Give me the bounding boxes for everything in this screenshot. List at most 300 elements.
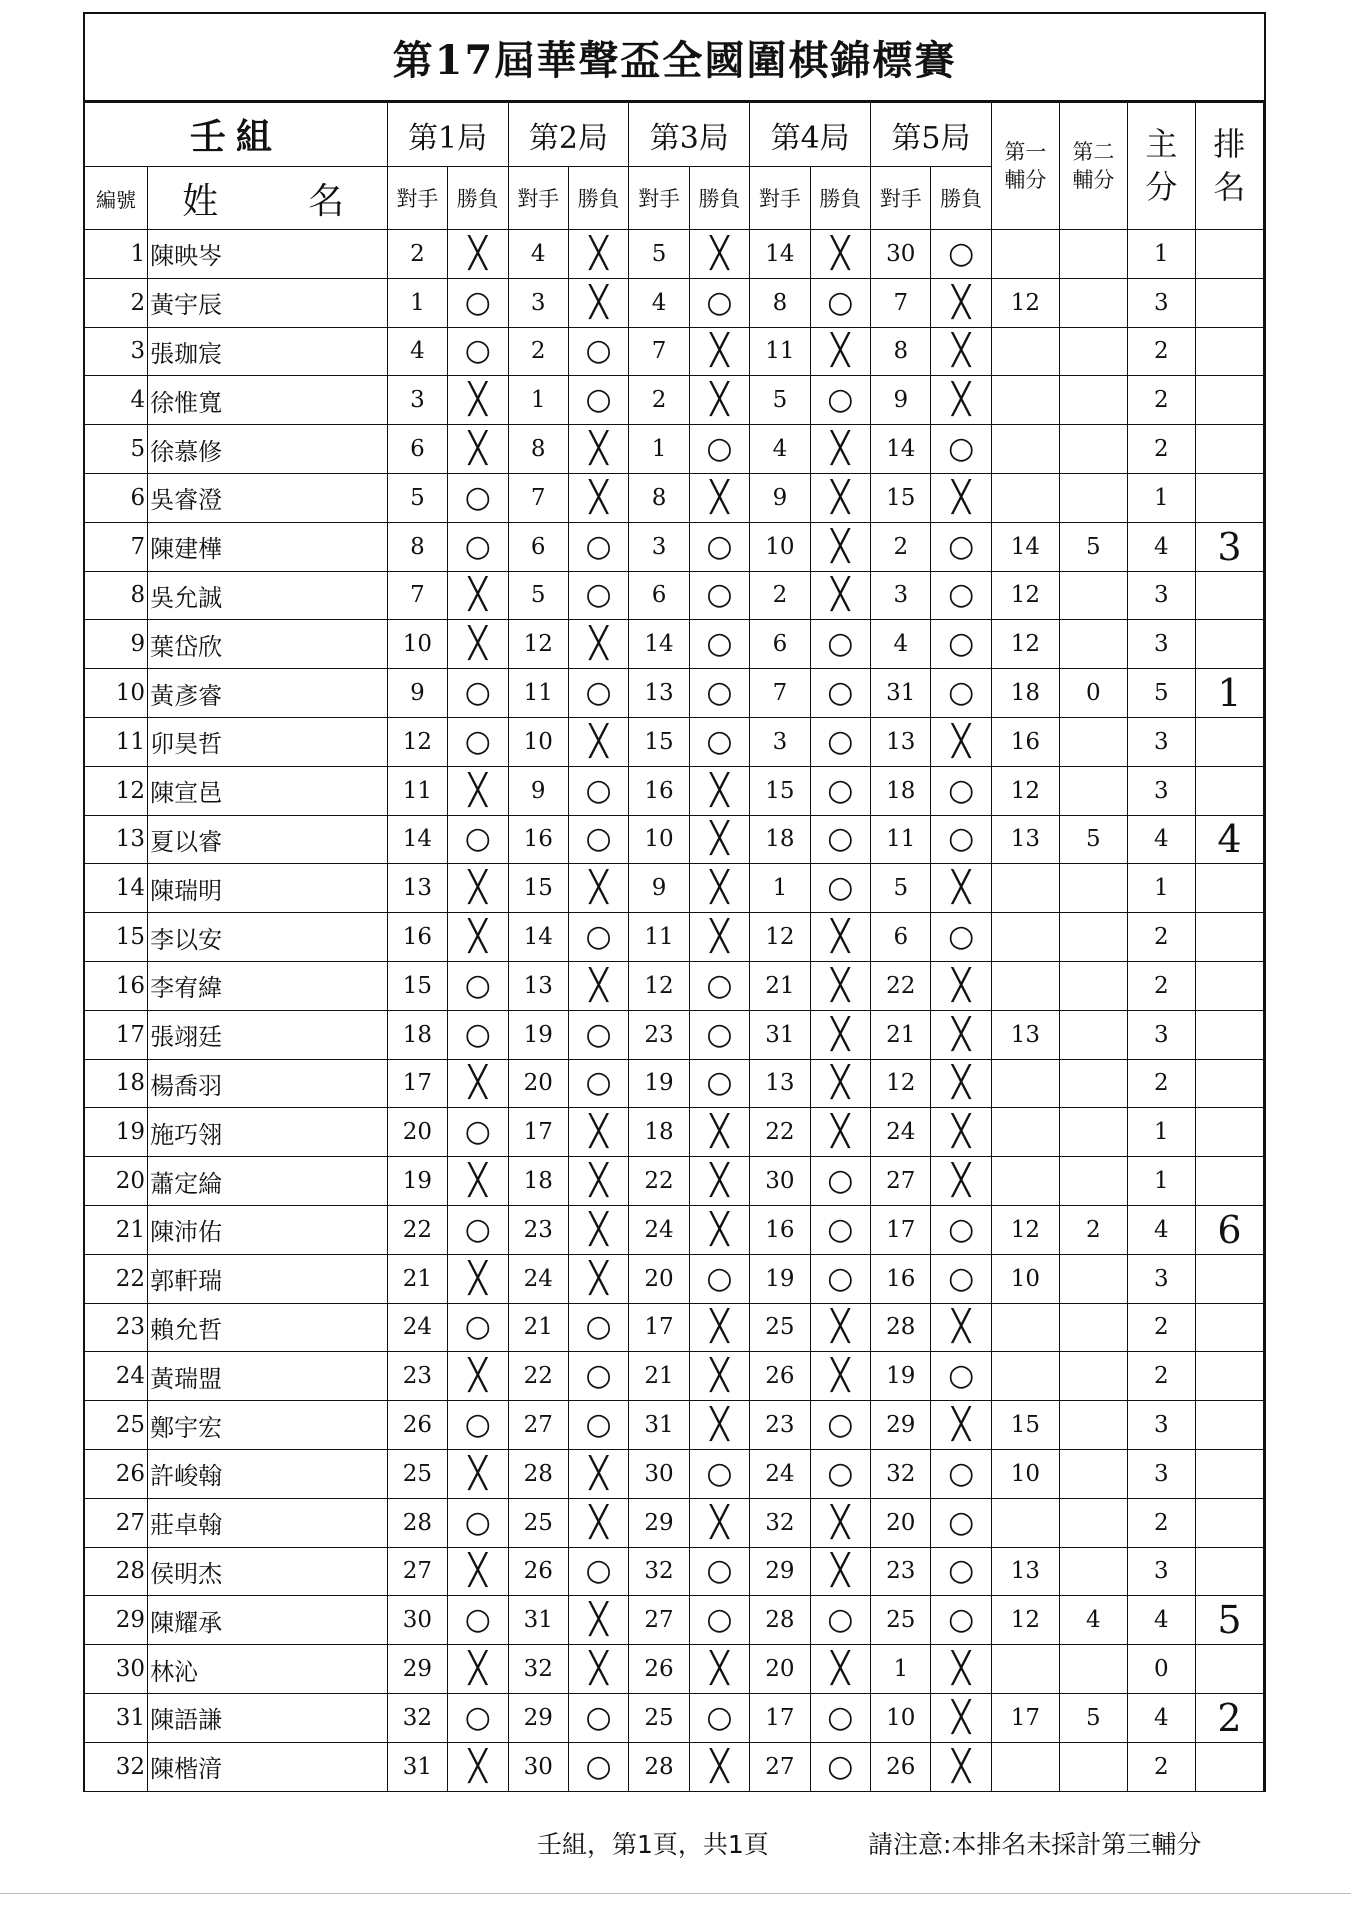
loss-mark: ╳ (448, 1742, 508, 1791)
main-score-value: 2 (1127, 1352, 1195, 1401)
tiebreak2-value (1059, 1547, 1127, 1596)
tiebreak2-value (1059, 1157, 1127, 1206)
player-name: 侯明杰 (148, 1547, 388, 1596)
rank-value (1195, 327, 1263, 376)
main-score-label: 主分 (1145, 124, 1178, 206)
win-mark: ○ (448, 1010, 508, 1059)
round-4-opponent: 28 (750, 1596, 810, 1645)
rank-value: 4 (1195, 815, 1263, 864)
loss-mark: ╳ (448, 1059, 508, 1108)
tiebreak1-value: 12 (991, 1596, 1059, 1645)
tiebreak1-value (991, 913, 1059, 962)
player-name: 郭軒瑞 (148, 1254, 388, 1303)
loss-mark: ╳ (931, 473, 991, 522)
win-mark: ○ (931, 1547, 991, 1596)
round-4-opponent: 4 (750, 425, 810, 474)
main-score-header (1127, 103, 1195, 230)
loss-mark: ╳ (568, 230, 628, 279)
player-number: 10 (85, 669, 148, 718)
player-number: 3 (85, 327, 148, 376)
tiebreak2-value (1059, 1352, 1127, 1401)
player-row (85, 961, 1264, 1010)
round-4-opponent: 32 (750, 1498, 810, 1547)
win-mark: ○ (810, 717, 870, 766)
rank-value (1195, 1254, 1263, 1303)
tiebreak2-value (1059, 961, 1127, 1010)
tiebreak2-value (1059, 766, 1127, 815)
player-row (85, 278, 1264, 327)
round-3-result-header: 勝負 (689, 167, 749, 230)
player-number: 27 (85, 1498, 148, 1547)
loss-mark: ╳ (568, 1254, 628, 1303)
round-2-opponent: 8 (508, 425, 568, 474)
loss-mark: ╳ (689, 1157, 749, 1206)
player-row (85, 913, 1264, 962)
loss-mark: ╳ (448, 1645, 508, 1694)
round-5-opponent: 27 (871, 1157, 931, 1206)
round-2-opponent: 4 (508, 230, 568, 279)
tiebreak1-value: 12 (991, 278, 1059, 327)
player-name: 陳沛佑 (148, 1205, 388, 1254)
round-2-opponent: 24 (508, 1254, 568, 1303)
tiebreak1-value (991, 1645, 1059, 1694)
tiebreak1-value (991, 425, 1059, 474)
round-5-opponent: 20 (871, 1498, 931, 1547)
loss-mark: ╳ (931, 1157, 991, 1206)
round-5-opponent: 24 (871, 1108, 931, 1157)
win-mark: ○ (568, 571, 628, 620)
round-5-opponent: 21 (871, 1010, 931, 1059)
round-3-opponent: 25 (629, 1693, 689, 1742)
loss-mark: ╳ (568, 1157, 628, 1206)
win-mark: ○ (931, 522, 991, 571)
tiebreak1-value: 13 (991, 1547, 1059, 1596)
round-5-opponent: 9 (871, 376, 931, 425)
win-mark: ○ (568, 1303, 628, 1352)
round-4-opponent: 13 (750, 1059, 810, 1108)
win-mark: ○ (689, 278, 749, 327)
main-score-value: 1 (1127, 473, 1195, 522)
rank-value (1195, 961, 1263, 1010)
round-5-opponent: 18 (871, 766, 931, 815)
round-1-opponent: 22 (387, 1205, 447, 1254)
win-mark: ○ (448, 522, 508, 571)
loss-mark: ╳ (448, 1157, 508, 1206)
win-mark: ○ (568, 815, 628, 864)
round-1-opponent: 6 (387, 425, 447, 474)
win-mark: ○ (568, 376, 628, 425)
main-score-value: 2 (1127, 1498, 1195, 1547)
win-mark: ○ (448, 961, 508, 1010)
player-name: 張翊廷 (148, 1010, 388, 1059)
player-name: 陳楷湇 (148, 1742, 388, 1791)
round-2-opponent: 1 (508, 376, 568, 425)
win-mark: ○ (448, 1205, 508, 1254)
tiebreak1-value: 12 (991, 571, 1059, 620)
round-3-opponent: 3 (629, 522, 689, 571)
tiebreak2-value (1059, 376, 1127, 425)
player-row (85, 669, 1264, 718)
win-mark: ○ (931, 571, 991, 620)
rank-value (1195, 620, 1263, 669)
loss-mark: ╳ (448, 1254, 508, 1303)
rank-value (1195, 1303, 1263, 1352)
loss-mark: ╳ (931, 961, 991, 1010)
round-1-opponent: 18 (387, 1010, 447, 1059)
win-mark: ○ (931, 669, 991, 718)
player-row (85, 815, 1264, 864)
round-4-result-header: 勝負 (810, 167, 870, 230)
player-row (85, 473, 1264, 522)
tiebreak1-value: 10 (991, 1449, 1059, 1498)
rank-value: 2 (1195, 1693, 1263, 1742)
loss-mark: ╳ (931, 1693, 991, 1742)
round-5-opponent: 10 (871, 1693, 931, 1742)
loss-mark: ╳ (810, 1498, 870, 1547)
win-mark: ○ (568, 1059, 628, 1108)
tiebreak2-value (1059, 1010, 1127, 1059)
loss-mark: ╳ (689, 864, 749, 913)
round-1-opponent: 29 (387, 1645, 447, 1694)
round-5-opponent-header: 對手 (871, 167, 931, 230)
main-score-value: 2 (1127, 425, 1195, 474)
player-name: 鄭宇宏 (148, 1401, 388, 1450)
player-name: 施巧翎 (148, 1108, 388, 1157)
round-5-opponent: 29 (871, 1401, 931, 1450)
page-indicator: 壬組，第1頁，共1頁 (537, 1830, 769, 1859)
round-3-opponent: 31 (629, 1401, 689, 1450)
loss-mark: ╳ (810, 1547, 870, 1596)
rank-value (1195, 766, 1263, 815)
loss-mark: ╳ (931, 1108, 991, 1157)
main-score-value: 0 (1127, 1645, 1195, 1694)
round-1-opponent: 26 (387, 1401, 447, 1450)
round-3-opponent: 11 (629, 913, 689, 962)
win-mark: ○ (810, 766, 870, 815)
player-number: 4 (85, 376, 148, 425)
tiebreak1-value: 17 (991, 1693, 1059, 1742)
round-4-opponent: 31 (750, 1010, 810, 1059)
loss-mark: ╳ (568, 1645, 628, 1694)
round-5-opponent: 16 (871, 1254, 931, 1303)
win-mark: ○ (448, 1596, 508, 1645)
player-row (85, 1742, 1264, 1791)
loss-mark: ╳ (568, 620, 628, 669)
player-number: 21 (85, 1205, 148, 1254)
round-4-opponent: 18 (750, 815, 810, 864)
round-5-opponent: 32 (871, 1449, 931, 1498)
player-number: 19 (85, 1108, 148, 1157)
player-name: 黃瑞盟 (148, 1352, 388, 1401)
loss-mark: ╳ (810, 913, 870, 962)
round-4-opponent: 15 (750, 766, 810, 815)
round-2-opponent: 10 (508, 717, 568, 766)
round-2-opponent: 27 (508, 1401, 568, 1450)
document-title: 第17屆華聲盃全國圍棋錦標賽 (85, 14, 1264, 102)
win-mark: ○ (689, 1254, 749, 1303)
scan-edge-line (0, 1893, 1351, 1894)
player-number: 18 (85, 1059, 148, 1108)
round-1-opponent: 5 (387, 473, 447, 522)
loss-mark: ╳ (568, 961, 628, 1010)
round-4-opponent: 25 (750, 1303, 810, 1352)
player-number: 29 (85, 1596, 148, 1645)
rank-value (1195, 1645, 1263, 1694)
round-2-result-header: 勝負 (568, 167, 628, 230)
rank-value (1195, 473, 1263, 522)
loss-mark: ╳ (448, 1547, 508, 1596)
name-header-char-2: 名 (308, 180, 345, 222)
rank-value (1195, 1108, 1263, 1157)
round-1-opponent: 20 (387, 1108, 447, 1157)
win-mark: ○ (448, 669, 508, 718)
round-4-opponent: 11 (750, 327, 810, 376)
win-mark: ○ (689, 522, 749, 571)
main-score-value: 1 (1127, 1157, 1195, 1206)
win-mark: ○ (448, 327, 508, 376)
win-mark: ○ (810, 1205, 870, 1254)
name-header-char-1: 姓 (182, 180, 219, 222)
round-2-opponent: 32 (508, 1645, 568, 1694)
win-mark: ○ (689, 1010, 749, 1059)
round-1-opponent: 32 (387, 1693, 447, 1742)
player-name: 李以安 (148, 913, 388, 962)
main-score-value: 2 (1127, 961, 1195, 1010)
rank-header (1195, 103, 1263, 230)
rank-value: 3 (1195, 522, 1263, 571)
player-row (85, 1010, 1264, 1059)
win-mark: ○ (810, 1401, 870, 1450)
round-1-opponent: 21 (387, 1254, 447, 1303)
player-row (85, 1352, 1264, 1401)
player-name: 黃宇辰 (148, 278, 388, 327)
win-mark: ○ (810, 278, 870, 327)
main-score-value: 3 (1127, 1547, 1195, 1596)
player-name: 許峻翰 (148, 1449, 388, 1498)
loss-mark: ╳ (931, 1645, 991, 1694)
round-4-opponent: 24 (750, 1449, 810, 1498)
round-4-opponent-header: 對手 (750, 167, 810, 230)
loss-mark: ╳ (931, 278, 991, 327)
player-name: 蕭定綸 (148, 1157, 388, 1206)
round-3-opponent: 28 (629, 1742, 689, 1791)
loss-mark: ╳ (810, 473, 870, 522)
tiebreak2-value (1059, 425, 1127, 474)
round-4-opponent: 10 (750, 522, 810, 571)
round-2-opponent: 29 (508, 1693, 568, 1742)
round-4-opponent: 27 (750, 1742, 810, 1791)
tiebreak2-value: 5 (1059, 522, 1127, 571)
player-name: 徐惟寬 (148, 376, 388, 425)
round-3-opponent: 15 (629, 717, 689, 766)
player-row (85, 1205, 1264, 1254)
rank-value (1195, 717, 1263, 766)
win-mark: ○ (568, 913, 628, 962)
loss-mark: ╳ (810, 571, 870, 620)
win-mark: ○ (931, 766, 991, 815)
tiebreak1-label: 第一輔分 (1004, 139, 1047, 192)
loss-mark: ╳ (568, 425, 628, 474)
win-mark: ○ (810, 620, 870, 669)
loss-mark: ╳ (931, 1059, 991, 1108)
round-1-opponent: 2 (387, 230, 447, 279)
loss-mark: ╳ (689, 766, 749, 815)
round-3-opponent: 29 (629, 1498, 689, 1547)
round-2-opponent: 13 (508, 961, 568, 1010)
round-1-opponent: 13 (387, 864, 447, 913)
round-1-opponent: 12 (387, 717, 447, 766)
win-mark: ○ (689, 571, 749, 620)
round-4-opponent: 26 (750, 1352, 810, 1401)
player-row (85, 1498, 1264, 1547)
player-number: 1 (85, 230, 148, 279)
player-number: 30 (85, 1645, 148, 1694)
round-5-opponent: 30 (871, 230, 931, 279)
rank-value (1195, 376, 1263, 425)
round-1-opponent: 19 (387, 1157, 447, 1206)
loss-mark: ╳ (931, 1303, 991, 1352)
main-score-value: 2 (1127, 913, 1195, 962)
round-3-opponent: 22 (629, 1157, 689, 1206)
player-row (85, 620, 1264, 669)
round-4-opponent: 23 (750, 1401, 810, 1450)
round-5-opponent: 15 (871, 473, 931, 522)
player-name: 陳瑞明 (148, 864, 388, 913)
loss-mark: ╳ (931, 1010, 991, 1059)
tiebreak2-value (1059, 230, 1127, 279)
player-name: 吳允誠 (148, 571, 388, 620)
loss-mark: ╳ (689, 913, 749, 962)
round-4-opponent: 7 (750, 669, 810, 718)
player-number: 25 (85, 1401, 148, 1450)
tiebreak2-value (1059, 1449, 1127, 1498)
round-1-opponent: 17 (387, 1059, 447, 1108)
loss-mark: ╳ (810, 1645, 870, 1694)
round-5-opponent: 2 (871, 522, 931, 571)
rank-value (1195, 1157, 1263, 1206)
loss-mark: ╳ (448, 1449, 508, 1498)
win-mark: ○ (689, 961, 749, 1010)
tiebreak2-label: 第二輔分 (1072, 139, 1115, 192)
loss-mark: ╳ (810, 230, 870, 279)
loss-mark: ╳ (689, 815, 749, 864)
tiebreak2-value (1059, 571, 1127, 620)
round-5-opponent: 23 (871, 1547, 931, 1596)
win-mark: ○ (689, 1693, 749, 1742)
round-4-opponent: 20 (750, 1645, 810, 1694)
player-number: 11 (85, 717, 148, 766)
round-2-opponent: 26 (508, 1547, 568, 1596)
player-row (85, 1401, 1264, 1450)
win-mark: ○ (689, 717, 749, 766)
win-mark: ○ (689, 1059, 749, 1108)
loss-mark: ╳ (810, 425, 870, 474)
main-score-value: 2 (1127, 327, 1195, 376)
round-4-opponent: 12 (750, 913, 810, 962)
player-name: 楊喬羽 (148, 1059, 388, 1108)
main-score-value: 3 (1127, 717, 1195, 766)
win-mark: ○ (931, 1205, 991, 1254)
round-4-opponent: 21 (750, 961, 810, 1010)
player-number: 15 (85, 913, 148, 962)
round-3-opponent: 6 (629, 571, 689, 620)
win-mark: ○ (931, 230, 991, 279)
main-score-value: 3 (1127, 620, 1195, 669)
round-3-opponent: 17 (629, 1303, 689, 1352)
tiebreak1-value (991, 376, 1059, 425)
win-mark: ○ (810, 1254, 870, 1303)
win-mark: ○ (689, 1596, 749, 1645)
round-1-opponent-header: 對手 (387, 167, 447, 230)
player-name: 林沁 (148, 1645, 388, 1694)
win-mark: ○ (689, 425, 749, 474)
player-row (85, 327, 1264, 376)
player-name: 葉岱欣 (148, 620, 388, 669)
tiebreak2-value (1059, 327, 1127, 376)
player-name: 陳耀承 (148, 1596, 388, 1645)
player-name: 徐慕修 (148, 425, 388, 474)
tiebreak1-value (991, 961, 1059, 1010)
player-number: 31 (85, 1693, 148, 1742)
tiebreak1-value (991, 327, 1059, 376)
tiebreak1-value (991, 1742, 1059, 1791)
win-mark: ○ (448, 717, 508, 766)
tiebreak2-value (1059, 1742, 1127, 1791)
loss-mark: ╳ (568, 473, 628, 522)
loss-mark: ╳ (448, 230, 508, 279)
round-2-opponent: 2 (508, 327, 568, 376)
main-score-value: 3 (1127, 1401, 1195, 1450)
tiebreak1-value (991, 1157, 1059, 1206)
round-3-opponent: 16 (629, 766, 689, 815)
win-mark: ○ (810, 864, 870, 913)
player-row (85, 425, 1264, 474)
round-4-opponent: 14 (750, 230, 810, 279)
round-5-opponent: 22 (871, 961, 931, 1010)
round-2-opponent: 19 (508, 1010, 568, 1059)
player-row (85, 717, 1264, 766)
round-2-header: 第2局 (508, 103, 629, 167)
round-1-opponent: 9 (387, 669, 447, 718)
tiebreak1-value: 13 (991, 1010, 1059, 1059)
round-3-opponent: 26 (629, 1645, 689, 1694)
rank-value (1195, 864, 1263, 913)
main-score-value: 2 (1127, 1742, 1195, 1791)
round-3-opponent: 23 (629, 1010, 689, 1059)
round-1-opponent: 11 (387, 766, 447, 815)
round-1-opponent: 23 (387, 1352, 447, 1401)
round-5-opponent: 5 (871, 864, 931, 913)
loss-mark: ╳ (810, 1352, 870, 1401)
rank-label: 排名 (1213, 124, 1246, 206)
player-row (85, 522, 1264, 571)
loss-mark: ╳ (810, 327, 870, 376)
round-4-opponent: 17 (750, 1693, 810, 1742)
round-4-opponent: 2 (750, 571, 810, 620)
win-mark: ○ (810, 1693, 870, 1742)
main-score-value: 3 (1127, 766, 1195, 815)
loss-mark: ╳ (689, 230, 749, 279)
round-1-opponent: 14 (387, 815, 447, 864)
number-header: 編號 (85, 167, 148, 230)
win-mark: ○ (448, 1498, 508, 1547)
round-3-opponent: 2 (629, 376, 689, 425)
rank-value: 1 (1195, 669, 1263, 718)
player-name: 陳建樺 (148, 522, 388, 571)
main-score-value: 2 (1127, 1303, 1195, 1352)
round-3-opponent: 24 (629, 1205, 689, 1254)
loss-mark: ╳ (568, 1498, 628, 1547)
